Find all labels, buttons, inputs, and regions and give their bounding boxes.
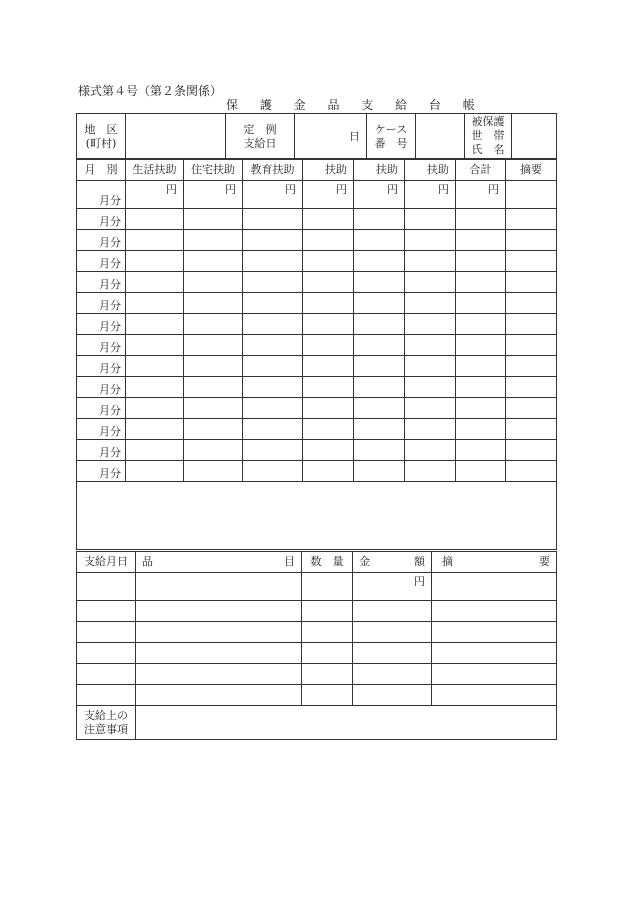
amount-cell[interactable] <box>243 293 303 314</box>
notes-label-cell <box>77 706 136 740</box>
amount-cell[interactable] <box>303 398 354 419</box>
amount-cell[interactable] <box>456 419 506 440</box>
month-row <box>77 335 557 356</box>
amount-cell[interactable] <box>456 461 506 482</box>
month-label: 月分 <box>77 440 126 461</box>
remarks-cell[interactable] <box>432 685 557 706</box>
remarks-cell[interactable] <box>506 181 557 209</box>
item-row <box>77 685 557 706</box>
amount-cell[interactable] <box>405 440 456 461</box>
col-header-education: 教育扶助 <box>243 159 303 181</box>
date-cell[interactable] <box>77 573 136 601</box>
yen-unit: 円 <box>414 575 425 588</box>
notes-label: 支給上の <box>84 708 128 722</box>
month-label: 月分 <box>77 314 126 335</box>
amount-cell[interactable] <box>456 181 506 209</box>
remarks-cell[interactable] <box>432 622 557 643</box>
col-header-month: 月 別 <box>77 159 126 181</box>
amount-cell[interactable] <box>126 230 184 251</box>
district-label: 地 区 <box>84 122 118 136</box>
col-header-aid-3: 扶助 <box>405 159 456 181</box>
amount-cell[interactable] <box>184 356 243 377</box>
amount-cell[interactable] <box>405 356 456 377</box>
col-header-quantity: 数 量 <box>302 551 353 573</box>
monthly-table <box>76 158 557 550</box>
amount-cell[interactable] <box>184 440 243 461</box>
month-label: 月分 <box>77 461 126 482</box>
amount-cell[interactable] <box>243 230 303 251</box>
form-title: 保 護 金 品 支 給 台 帳 <box>226 98 484 112</box>
yen-unit: 円 <box>387 183 398 196</box>
amount-cell[interactable] <box>126 419 184 440</box>
district-field[interactable] <box>126 114 226 160</box>
payday-label: 定 例 <box>243 122 277 136</box>
amount-cell[interactable] <box>405 272 456 293</box>
amount-cell[interactable] <box>405 209 456 230</box>
amount-cell[interactable] <box>405 293 456 314</box>
amount-cell[interactable] <box>405 377 456 398</box>
month-label: 月分 <box>77 419 126 440</box>
amount-cell[interactable] <box>353 643 432 664</box>
remarks-cell[interactable] <box>506 377 557 398</box>
amount-cell[interactable] <box>456 314 506 335</box>
month-row <box>77 293 557 314</box>
amount-cell[interactable] <box>126 181 184 209</box>
col-header-amount <box>353 551 432 573</box>
col-header-housing: 住宅扶助 <box>184 159 243 181</box>
quantity-cell[interactable] <box>302 573 353 601</box>
case-sublabel: 番 号 <box>374 136 408 150</box>
amount-cell[interactable] <box>353 664 432 685</box>
amount-cell[interactable] <box>184 314 243 335</box>
amount-cell[interactable] <box>243 335 303 356</box>
remarks-cell[interactable] <box>432 573 557 601</box>
amount-cell[interactable] <box>303 377 354 398</box>
amount-cell[interactable] <box>184 230 243 251</box>
yen-unit: 円 <box>285 183 296 196</box>
amount-cell[interactable] <box>303 419 354 440</box>
quantity-cell[interactable] <box>302 664 353 685</box>
remarks-header-left: 摘 <box>442 555 453 568</box>
col-header-remarks <box>432 551 557 573</box>
month-row <box>77 230 557 251</box>
remarks-cell[interactable] <box>506 272 557 293</box>
month-row <box>77 461 557 482</box>
amount-cell[interactable] <box>405 314 456 335</box>
notes-field[interactable] <box>136 706 557 740</box>
case-label: ケース <box>374 122 408 136</box>
amount-cell[interactable] <box>354 209 405 230</box>
amount-cell[interactable] <box>405 230 456 251</box>
notes-row <box>77 706 557 740</box>
month-label: 月分 <box>77 272 126 293</box>
item-header-right: 目 <box>284 555 295 568</box>
col-header-living: 生活扶助 <box>126 159 184 181</box>
amount-cell[interactable] <box>354 272 405 293</box>
amount-cell[interactable] <box>184 181 243 209</box>
amount-cell[interactable] <box>243 419 303 440</box>
month-row <box>77 356 557 377</box>
quantity-cell[interactable] <box>302 601 353 622</box>
district-label-cell <box>77 114 126 160</box>
amount-cell[interactable] <box>303 272 354 293</box>
yen-unit: 円 <box>336 183 347 196</box>
amount-cell[interactable] <box>354 314 405 335</box>
amount-cell[interactable] <box>456 293 506 314</box>
amount-cell[interactable] <box>456 398 506 419</box>
amount-cell[interactable] <box>303 293 354 314</box>
amount-cell[interactable] <box>126 440 184 461</box>
amount-cell[interactable] <box>354 251 405 272</box>
col-header-remarks: 摘要 <box>506 159 557 181</box>
amount-cell[interactable] <box>354 356 405 377</box>
amount-cell[interactable] <box>303 335 354 356</box>
item-row <box>77 643 557 664</box>
amount-cell[interactable] <box>405 419 456 440</box>
amount-cell[interactable] <box>456 440 506 461</box>
amount-cell[interactable] <box>126 377 184 398</box>
amount-cell[interactable] <box>243 377 303 398</box>
month-label: 月分 <box>77 356 126 377</box>
amount-cell[interactable] <box>354 440 405 461</box>
month-label: 月分 <box>77 209 126 230</box>
month-row <box>77 181 557 209</box>
month-label: 月分 <box>77 377 126 398</box>
case-number-field[interactable] <box>416 114 465 160</box>
month-row <box>77 440 557 461</box>
household-label: 被保護 <box>471 115 505 128</box>
amount-cell[interactable] <box>353 573 432 601</box>
item-row <box>77 573 557 601</box>
amount-cell[interactable] <box>303 251 354 272</box>
monthly-blank-area <box>77 482 557 550</box>
amount-cell[interactable] <box>243 398 303 419</box>
amount-cell[interactable] <box>456 230 506 251</box>
amount-cell[interactable] <box>456 272 506 293</box>
date-cell[interactable] <box>77 601 136 622</box>
amount-cell[interactable] <box>126 293 184 314</box>
payday-field[interactable] <box>295 114 367 160</box>
remarks-cell[interactable] <box>506 293 557 314</box>
month-label: 月分 <box>77 398 126 419</box>
quantity-cell[interactable] <box>302 622 353 643</box>
remarks-cell[interactable] <box>506 230 557 251</box>
amount-cell[interactable] <box>184 377 243 398</box>
remarks-cell[interactable] <box>432 601 557 622</box>
amount-header-right: 額 <box>414 555 425 568</box>
month-label: 月分 <box>77 251 126 272</box>
amount-cell[interactable] <box>354 419 405 440</box>
quantity-cell[interactable] <box>302 685 353 706</box>
amount-cell[interactable] <box>456 356 506 377</box>
amount-cell[interactable] <box>243 356 303 377</box>
item-cell[interactable] <box>136 573 302 601</box>
household-cell <box>465 114 557 160</box>
amount-cell[interactable] <box>126 335 184 356</box>
item-cell[interactable] <box>136 643 302 664</box>
amount-cell[interactable] <box>303 356 354 377</box>
remarks-cell[interactable] <box>506 251 557 272</box>
household-label-2: 世 帯 <box>471 129 505 142</box>
remarks-cell[interactable] <box>506 419 557 440</box>
items-table <box>76 549 557 740</box>
notes-sublabel: 注意事項 <box>84 722 128 736</box>
items-header-row <box>77 551 557 573</box>
district-sublabel: (町村) <box>85 136 117 150</box>
amount-cell[interactable] <box>353 622 432 643</box>
item-cell[interactable] <box>136 622 302 643</box>
month-row <box>77 398 557 419</box>
month-label: 月分 <box>77 230 126 251</box>
amount-cell[interactable] <box>126 314 184 335</box>
amount-cell[interactable] <box>243 314 303 335</box>
amount-cell[interactable] <box>126 251 184 272</box>
amount-cell[interactable] <box>303 461 354 482</box>
payday-sublabel: 支給日 <box>243 136 277 150</box>
date-cell[interactable] <box>77 664 136 685</box>
amount-cell[interactable] <box>243 272 303 293</box>
amount-cell[interactable] <box>405 398 456 419</box>
remarks-cell[interactable] <box>432 664 557 685</box>
date-cell[interactable] <box>77 643 136 664</box>
amount-cell[interactable] <box>354 181 405 209</box>
yen-unit: 円 <box>438 183 449 196</box>
amount-cell[interactable] <box>405 181 456 209</box>
month-row <box>77 419 557 440</box>
quantity-cell[interactable] <box>302 643 353 664</box>
amount-cell[interactable] <box>126 356 184 377</box>
amount-cell[interactable] <box>353 601 432 622</box>
remarks-cell[interactable] <box>506 398 557 419</box>
amount-cell[interactable] <box>184 461 243 482</box>
amount-cell[interactable] <box>184 398 243 419</box>
remarks-cell[interactable] <box>506 209 557 230</box>
amount-cell[interactable] <box>184 251 243 272</box>
case-label-cell <box>367 114 416 160</box>
amount-cell[interactable] <box>303 314 354 335</box>
amount-cell[interactable] <box>354 230 405 251</box>
col-header-item <box>136 551 302 573</box>
amount-cell[interactable] <box>303 181 354 209</box>
amount-cell[interactable] <box>303 440 354 461</box>
amount-cell[interactable] <box>456 209 506 230</box>
amount-cell[interactable] <box>353 685 432 706</box>
item-row <box>77 601 557 622</box>
amount-header-left: 金 <box>359 555 370 568</box>
amount-cell[interactable] <box>243 251 303 272</box>
amount-cell[interactable] <box>126 398 184 419</box>
amount-cell[interactable] <box>184 272 243 293</box>
amount-cell[interactable] <box>184 419 243 440</box>
item-header-left: 品 <box>142 555 153 568</box>
monthly-blank-cell[interactable] <box>77 482 557 550</box>
amount-cell[interactable] <box>126 209 184 230</box>
item-cell[interactable] <box>136 601 302 622</box>
month-row <box>77 314 557 335</box>
amount-cell[interactable] <box>354 335 405 356</box>
amount-cell[interactable] <box>456 335 506 356</box>
amount-cell[interactable] <box>303 230 354 251</box>
day-unit: 日 <box>349 129 360 143</box>
amount-cell[interactable] <box>456 377 506 398</box>
yen-unit: 円 <box>488 183 499 196</box>
amount-cell[interactable] <box>184 209 243 230</box>
remarks-cell[interactable] <box>506 356 557 377</box>
amount-cell[interactable] <box>303 209 354 230</box>
month-row <box>77 272 557 293</box>
item-row <box>77 622 557 643</box>
month-row <box>77 377 557 398</box>
form-number: 様式第４号（第２条関係） <box>78 84 223 98</box>
month-label: 月分 <box>77 293 126 314</box>
amount-cell[interactable] <box>184 293 243 314</box>
amount-cell[interactable] <box>243 209 303 230</box>
remarks-cell[interactable] <box>506 440 557 461</box>
remarks-cell[interactable] <box>506 461 557 482</box>
amount-cell[interactable] <box>243 440 303 461</box>
item-cell[interactable] <box>136 685 302 706</box>
amount-cell[interactable] <box>354 461 405 482</box>
amount-cell[interactable] <box>354 377 405 398</box>
amount-cell[interactable] <box>243 461 303 482</box>
household-label-3: 氏 名 <box>471 143 505 156</box>
monthly-header-row <box>77 159 557 181</box>
amount-cell[interactable] <box>456 251 506 272</box>
amount-cell[interactable] <box>354 398 405 419</box>
item-row <box>77 664 557 685</box>
month-row <box>77 209 557 230</box>
yen-unit: 円 <box>166 183 177 196</box>
month-label: 月分 <box>77 335 126 356</box>
col-header-total: 合計 <box>456 159 506 181</box>
remarks-cell[interactable] <box>506 314 557 335</box>
amount-cell[interactable] <box>126 272 184 293</box>
info-table <box>76 113 557 160</box>
household-name-field[interactable] <box>512 114 556 159</box>
col-header-aid-2: 扶助 <box>354 159 405 181</box>
date-cell[interactable] <box>77 622 136 643</box>
yen-unit: 円 <box>225 183 236 196</box>
amount-cell[interactable] <box>405 461 456 482</box>
amount-cell[interactable] <box>243 181 303 209</box>
date-cell[interactable] <box>77 685 136 706</box>
remarks-cell[interactable] <box>432 643 557 664</box>
amount-cell[interactable] <box>184 335 243 356</box>
amount-cell[interactable] <box>354 293 405 314</box>
payday-label-cell <box>226 114 295 160</box>
month-label: 月分 <box>77 181 126 209</box>
remarks-header-right: 要 <box>539 555 550 568</box>
col-header-aid-1: 扶助 <box>303 159 354 181</box>
amount-cell[interactable] <box>405 335 456 356</box>
month-row <box>77 251 557 272</box>
item-cell[interactable] <box>136 664 302 685</box>
amount-cell[interactable] <box>405 251 456 272</box>
col-header-date: 支給月日 <box>77 551 136 573</box>
remarks-cell[interactable] <box>506 335 557 356</box>
amount-cell[interactable] <box>126 461 184 482</box>
